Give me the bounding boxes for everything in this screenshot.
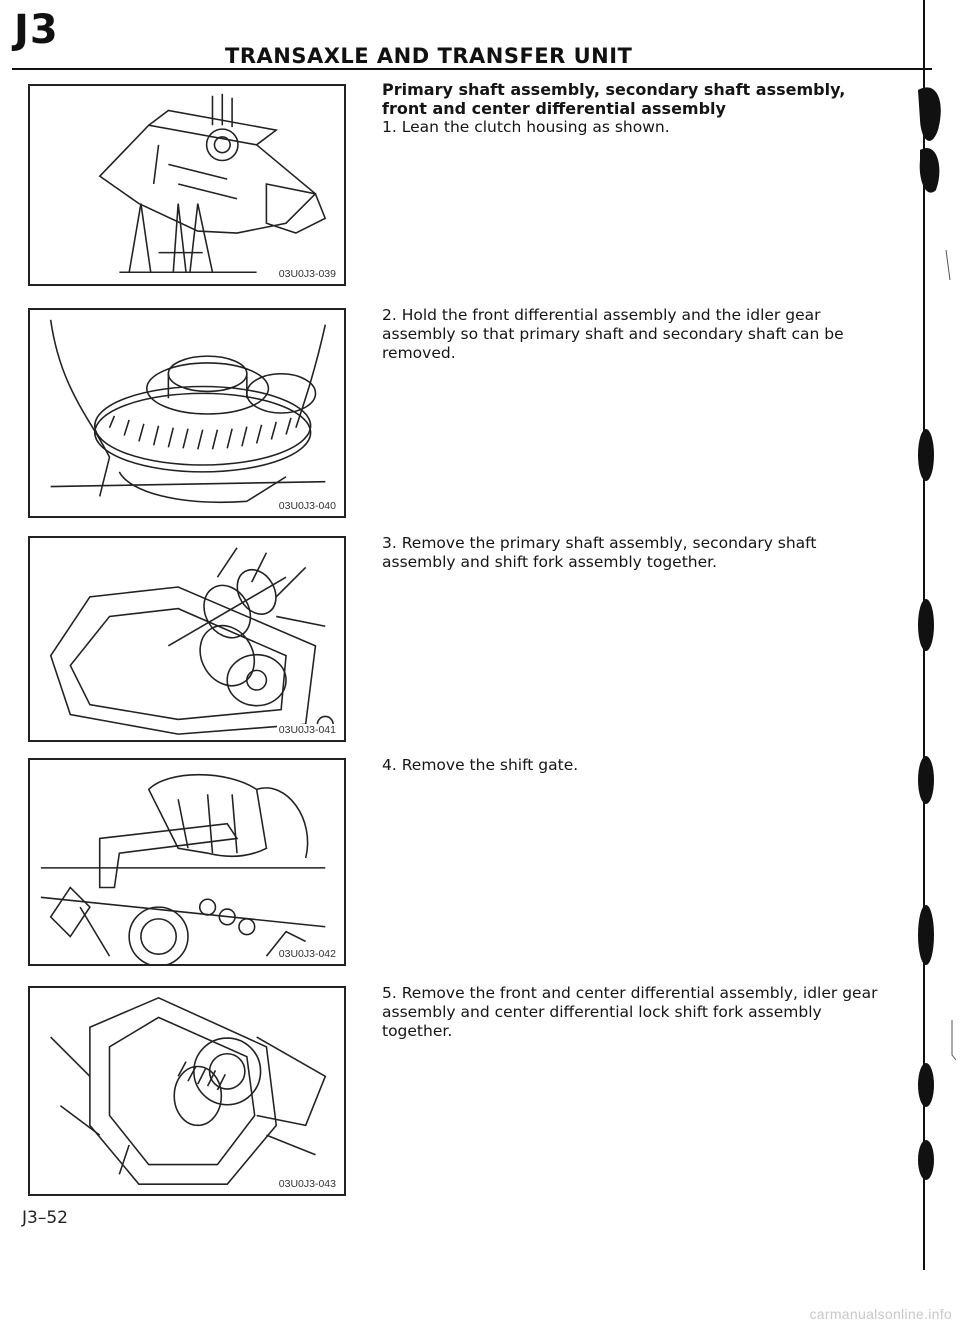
watermark: carmanualsonline.info <box>809 1306 952 1322</box>
page-number: J3–52 <box>22 1208 68 1228</box>
figure-3 <box>28 536 346 742</box>
section-heading: Primary shaft assembly, secondary shaft assembly, front and center differential assembly <box>382 80 846 118</box>
figure-2 <box>28 308 346 518</box>
step-4: 4. Remove the shift gate. <box>382 756 579 774</box>
binder-edge-marks <box>916 0 960 1290</box>
differential-removal-illustration <box>30 988 344 1194</box>
figure-code: 03U0J3-040 <box>278 500 336 512</box>
figure-4 <box>28 758 346 966</box>
figure-code: 03U0J3-043 <box>278 1178 336 1190</box>
transaxle-on-stand-illustration <box>30 86 344 284</box>
shift-gate-removal-illustration <box>30 760 344 964</box>
step-2: 2. Hold the front differential assembly and the idler gear assembly so that primary shaft and secondary shaft can be removed. <box>382 306 844 362</box>
figure-code: 03U0J3-041 <box>278 724 336 736</box>
step-5: 5. Remove the front and center differential assembly, idler gear assembly and center differential lock shift fork assembly together. <box>382 984 878 1040</box>
figure-code: 03U0J3-039 <box>278 268 336 280</box>
page-title: TRANSAXLE AND TRANSFER UNIT <box>225 44 633 68</box>
step-1: 1. Lean the clutch housing as shown. <box>382 118 670 136</box>
figure-code: 03U0J3-042 <box>278 948 336 960</box>
header-divider <box>12 68 932 70</box>
hands-holding-gears-illustration <box>30 310 344 516</box>
figure-1 <box>28 84 346 286</box>
step-3: 3. Remove the primary shaft assembly, secondary shaft assembly and shift fork assembly together. <box>382 534 817 571</box>
section-block <box>382 80 882 137</box>
shaft-assembly-removal-illustration <box>30 538 344 740</box>
figure-5 <box>28 986 346 1196</box>
section-code: J3 <box>14 7 59 53</box>
